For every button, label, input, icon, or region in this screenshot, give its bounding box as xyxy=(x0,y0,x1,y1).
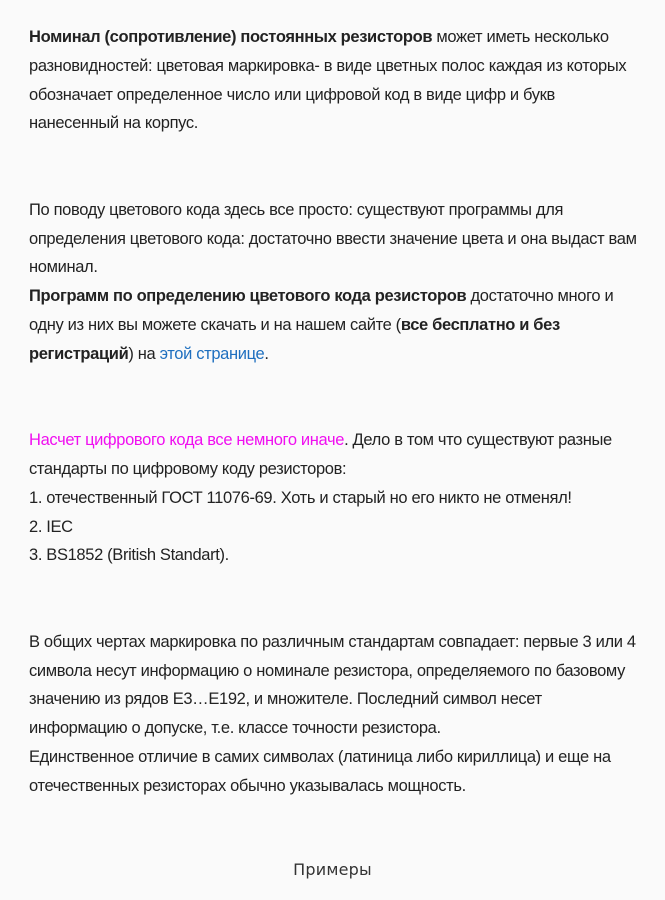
paragraph-text: В общих чертах маркировка по различным стандартам совпадает: первые 3 или 4 символа несут информацию о номинале резистора, определяемого по базовому значению из рядов E3…E192, и множителе. Последний символ несет информацию о допуске, т.е. классе точности резистора. xyxy=(29,632,636,738)
bold-term-programs: Программ по определению цветового кода резисторов xyxy=(29,287,467,306)
highlighted-text: Насчет цифрового кода все немного иначе xyxy=(29,431,345,450)
paragraph-marking-general xyxy=(29,628,644,801)
examples-heading: Примеры xyxy=(293,860,372,879)
paragraph-digital-code xyxy=(29,426,644,570)
list-item-gost: 1. отечественный ГОСТ 11076-69. Хоть и старый но его никто не отменял! xyxy=(29,488,572,507)
paragraph-text: . Дело в том что существуют разные стандарты по цифровому коду резисторов: xyxy=(29,431,612,478)
paragraph-text: достаточно много и одну из них вы можете скачать и на нашем сайте ( xyxy=(29,287,614,334)
bold-term-free: все бесплатно и без регистраций xyxy=(29,315,560,363)
download-page-link[interactable]: этой странице xyxy=(159,344,265,363)
paragraph-text: По поводу цветового кода здесь все просто: существуют программы для определения цветового кода: достаточно ввести значение цвета и она выдаст вам номинал. xyxy=(29,200,637,277)
paragraph-text: Единственное отличие в самих символах (латиница либо кириллица) и еще на отечественных резисторах обычно указывалась мощность. xyxy=(29,747,611,795)
paragraph-text: . xyxy=(264,344,269,363)
paragraph-text: может иметь несколько разновидностей: цветовая маркировка- в виде цветных полос каждая из которых обозначает определенное число или цифровой код в виде цифр и букв нанесенный на корпус. xyxy=(29,28,627,133)
list-item-iec: 2. IEC xyxy=(29,517,73,536)
list-item-bs1852: 3. BS1852 (British Standart). xyxy=(29,546,229,565)
bold-term-nominal: Номинал (сопротивление) постоянных резисторов xyxy=(29,28,433,46)
paragraph-text: ) на xyxy=(128,344,160,363)
paragraph-color-code xyxy=(29,196,644,369)
paragraph-nominal-intro xyxy=(29,23,644,138)
article-body xyxy=(29,23,644,858)
